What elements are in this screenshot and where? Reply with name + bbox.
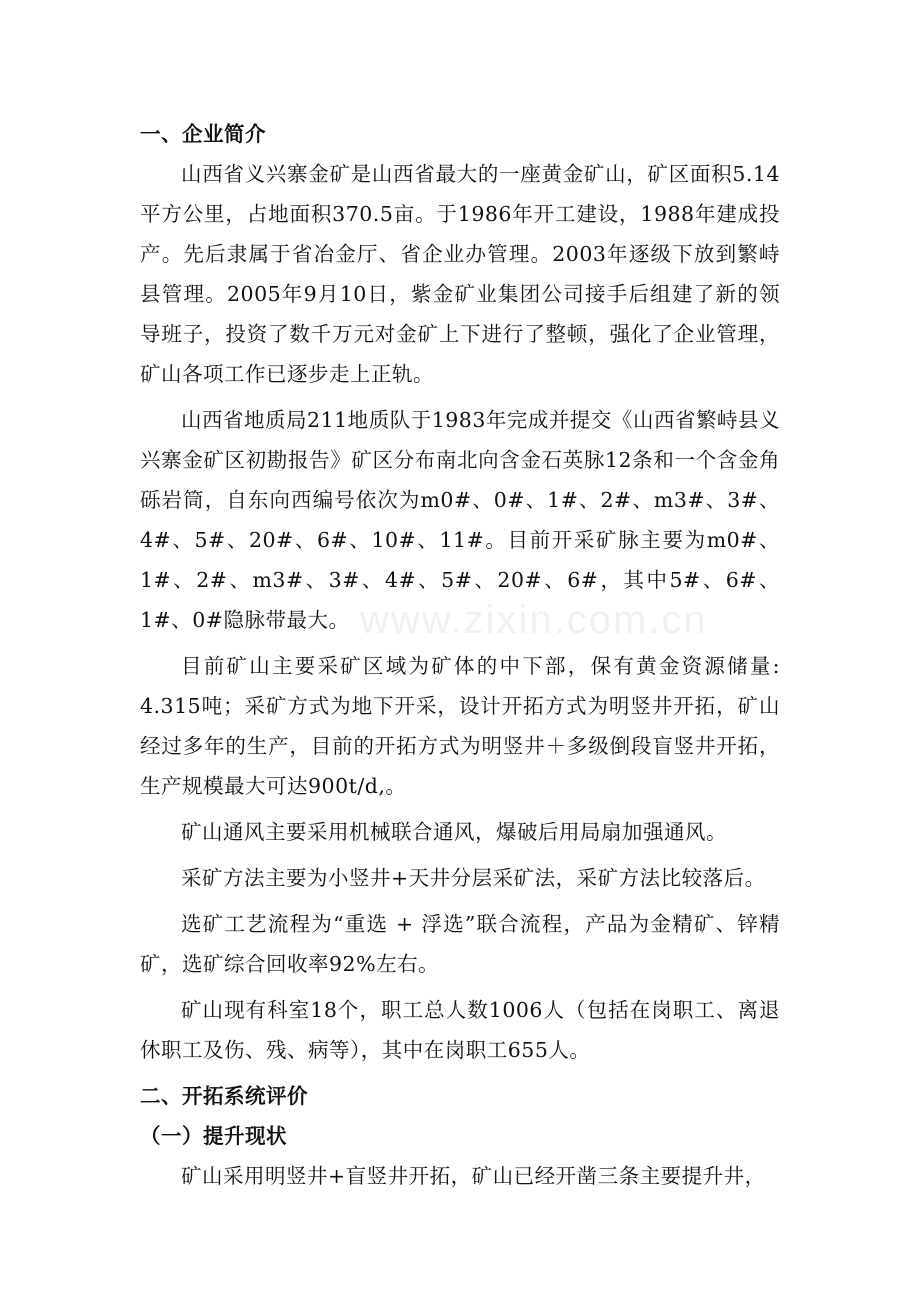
paragraph-overview: 山西省义兴寨金矿是山西省最大的一座黄金矿山，矿区面积5.14平方公里，占地面积370.5亩。于1986年开工建设，1988年建成投产。先后隶属于省冶金厅、省企业办管理。2003年逐级下放到繁峙县管理。2005年9月10日，紫金矿业集团公司接手后组建了新的领导班子，投资了数千万元对金矿上下进行了整顿，强化了企业管理，矿山各项工作已逐步走上正轨。 [140,162,780,386]
paragraph-mining-area: 目前矿山主要采矿区域为矿体的中下部，保有黄金资源储量: 4.315吨；采矿方式为地下开采，设计开拓方式为明竖井开拓，矿山经过多年的生产，目前的开拓方式为明竖井＋多级倒段盲竖井开拓，生产规模最大可达900t/d,。 [140,654,780,798]
paragraph-hoisting: 矿山采用明竖井+盲竖井开拓，矿山已经开凿三条主要提升井， [181,1164,766,1188]
paragraph-geology: 山西省地质局211地质队于1983年完成并提交《山西省繁峙县义兴寨金矿区初勘报告》矿区分布南北向含金石英脉12条和一个含金角砾岩筒，自东向西编号依次为m0#、0#、1#、2#、m3#、3#、4#、5#、20#、6#、10#、11#。目前开采矿脉主要为m0#、1#、2#、m3#、3#、4#、5#、20#、6#，其中5#、6#、1#、0#隐脉带最大。 [140,408,780,632]
watermark: www.zixin.com.cn [360,598,708,642]
paragraph-mining-method: 采矿方法主要为小竖井+天井分层采矿法，采矿方法比较落后。 [181,866,766,890]
subsection-heading: （一）提升现状 [140,1124,287,1148]
document-body [140,114,780,1202]
section-heading-1: 一、企业简介 [140,122,266,146]
paragraph-ventilation: 矿山通风主要采用机械联合通风，爆破后用局扇加强通风。 [181,820,727,844]
paragraph-staff: 矿山现有科室18个，职工总人数1006人（包括在岗职工、离退休职工及伤、残、病等），其中在岗职工655人。 [140,998,780,1062]
section-heading-2: 二、开拓系统评价 [140,1084,308,1108]
paragraph-processing: 选矿工艺流程为“重选 + 浮选”联合流程，产品为金精矿、锌精矿，选矿综合回收率92%左右。 [140,912,780,976]
